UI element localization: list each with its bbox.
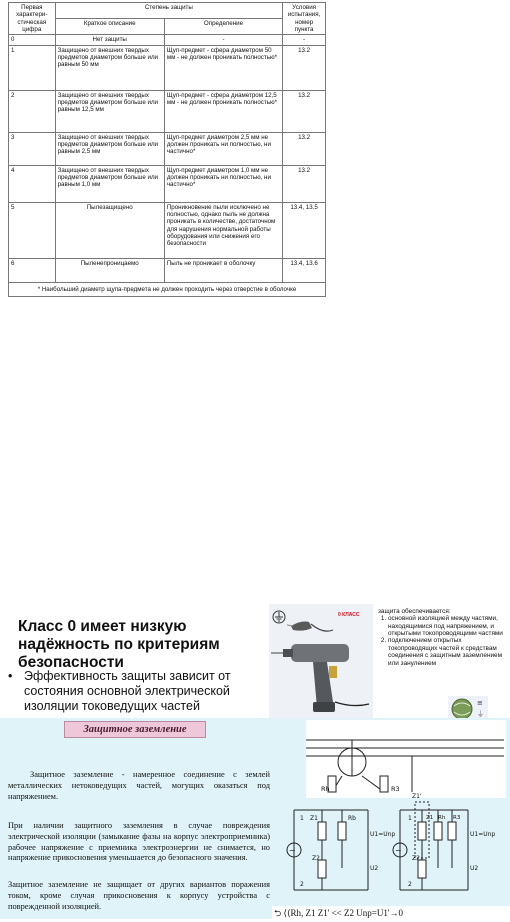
svg-text:Z1: Z1 xyxy=(310,815,318,822)
svg-text:U2: U2 xyxy=(370,865,379,872)
list-item: 1. основной изоляцией между частями, находящимися под напряжением, и открытыми токопроводящими частями xyxy=(388,615,510,637)
row-clause: 13.2 xyxy=(283,90,326,132)
table-row xyxy=(9,165,326,202)
row-short: Пыленепроницаемо xyxy=(55,258,164,282)
row-clause: 13.4, 13.6 xyxy=(283,258,326,282)
bullet-icon: • xyxy=(8,669,13,683)
paragraph: При наличии защитного заземления в случае повреждения электрической изоляции (замыкание фазы на корпус электроприемника) рабочее напряжение с приемника электроэнергии не снимается, но напряжение прикосновения уменьшается до безопасного значения. xyxy=(8,821,270,863)
row-definition: - xyxy=(164,35,282,45)
row-clause: 13.4, 13.5 xyxy=(283,202,326,258)
protection-degree-table xyxy=(8,2,326,297)
table-row xyxy=(9,258,326,282)
row-digit: 6 xyxy=(9,258,56,282)
header-definition: Определение xyxy=(164,19,282,35)
slide-title: Класс 0 имеет низкую надёжность по критериям безопасности xyxy=(18,618,220,671)
row-short: Защищено от внешних твердых предметов диаметром больше или равным 1,0 мм xyxy=(55,165,164,202)
bullet-text: Эффективность защиты зависит от состояния основной электрической изоляции токоведущих частей xyxy=(24,669,231,713)
slide-protective-earthing xyxy=(0,718,510,919)
earthing-circuit-diagram xyxy=(272,718,510,906)
row-definition: Щуп-предмет диаметром 1,0 мм не должен проникать ни полностью, ни частично* xyxy=(164,165,282,202)
r3-label: R3 xyxy=(391,785,400,793)
svg-text:~: ~ xyxy=(395,846,402,855)
earthing-text-panel xyxy=(0,718,272,919)
table-row xyxy=(9,45,326,90)
header-conditions: Условия испытания, номер пункта xyxy=(283,3,326,35)
rh-label: Rh xyxy=(321,785,330,793)
drill-illustration xyxy=(269,604,373,718)
plug-icon xyxy=(287,622,333,632)
table-row xyxy=(9,202,326,258)
svg-text:1: 1 xyxy=(300,815,304,822)
row-definition: Проникновение пыли исключено не полностью, однако пыль не должна проникать в количестве, достаточном для нарушения нормальной работы оборудования или снижения его безопасности xyxy=(164,202,282,258)
svg-text:≡: ≡ xyxy=(477,699,483,707)
paragraph: Защитное заземление не защищает от других вариантов поражения током, кроме случая прикосновения к корпусу устройства с поврежденной изоляцией. xyxy=(8,880,270,911)
bullet-item xyxy=(8,669,272,714)
row-digit: 0 xyxy=(9,35,56,45)
table-footnote-row xyxy=(9,282,326,296)
svg-text:U2: U2 xyxy=(470,865,479,872)
protection-list xyxy=(378,608,510,667)
drill-icon xyxy=(271,644,369,712)
row-short: Защищено от внешних твердых предметов диаметром больше или равным 12,5 мм xyxy=(55,90,164,132)
svg-text:R3: R3 xyxy=(453,815,461,821)
svg-text:Z2: Z2 xyxy=(412,855,420,862)
row-definition: Пыль не проникает в оболочку xyxy=(164,258,282,282)
svg-text:Z1: Z1 xyxy=(426,815,434,821)
svg-text:Rb: Rb xyxy=(348,815,356,822)
slide-class-0 xyxy=(0,604,510,722)
table-row xyxy=(9,35,326,45)
header-protection-degree: Степень защиты xyxy=(55,3,283,19)
list-item: 2. подключением открытых токопроводящих частей к средствам соединения с защитным заземлением или занулением xyxy=(388,637,510,666)
ac-source-icon: ~ xyxy=(289,846,296,855)
svg-text:Rh: Rh xyxy=(438,815,446,821)
row-short: Защищено от внешних твердых предметов диаметром больше или равным 50 мм xyxy=(55,45,164,90)
svg-text:U1=Unp: U1=Unp xyxy=(370,831,396,838)
row-digit: 5 xyxy=(9,202,56,258)
svg-text:2: 2 xyxy=(300,881,304,888)
svg-text:Z2: Z2 xyxy=(312,855,320,862)
table-row xyxy=(9,90,326,132)
row-digit: 4 xyxy=(9,165,56,202)
svg-text:⏚: ⏚ xyxy=(477,710,484,718)
header-short-description: Краткое описание xyxy=(55,19,164,35)
row-clause: 13.2 xyxy=(283,132,326,165)
row-clause: 13.2 xyxy=(283,45,326,90)
row-digit: 1 xyxy=(9,45,56,90)
row-digit: 2 xyxy=(9,90,56,132)
row-clause: 13.2 xyxy=(283,165,326,202)
svg-text:1: 1 xyxy=(408,815,412,822)
formula-caption: ⮌ ⟨⟨Rh, Z1 Z1' << Z2 Unp=U1'→0 xyxy=(274,908,403,918)
row-short: Защищено от внешних твердых предметов диаметром больше или равным 2,5 мм xyxy=(55,132,164,165)
paragraph: Защитное заземление - намеренное соединение с землей металлических нетоковедущих частей, могущих оказаться под напряжением. xyxy=(8,770,270,801)
protection-intro: защита обеспечивается: xyxy=(378,608,451,615)
row-definition: Щуп-предмет - сфера диаметром 12,5 мм - не должен проникать полностью* xyxy=(164,90,282,132)
row-short: Нет защиты xyxy=(55,35,164,45)
svg-text:U1=Unp: U1=Unp xyxy=(470,831,496,838)
ground-symbol-icon xyxy=(273,611,285,623)
row-short: Пылезащищено xyxy=(55,202,164,258)
slide-heading: Защитное заземление xyxy=(64,721,206,738)
table-footnote: * Наибольший диаметр щупа-предмета не должен проходить через отверстие в оболочке xyxy=(9,282,326,296)
row-definition: Щуп-предмет диаметром 2,5 мм не должен проникать ни полностью, ни частично* xyxy=(164,132,282,165)
table-row xyxy=(9,132,326,165)
row-definition: Щуп-предмет - сфера диаметром 50 мм - не должен проникать полностью* xyxy=(164,45,282,90)
class-label: 0 КЛАСС xyxy=(338,612,360,618)
svg-text:Z1': Z1' xyxy=(412,793,422,800)
header-first-digit: Первая характери-стическая цифра xyxy=(9,3,56,35)
row-digit: 3 xyxy=(9,132,56,165)
svg-text:2: 2 xyxy=(408,881,412,888)
row-clause: - xyxy=(283,35,326,45)
